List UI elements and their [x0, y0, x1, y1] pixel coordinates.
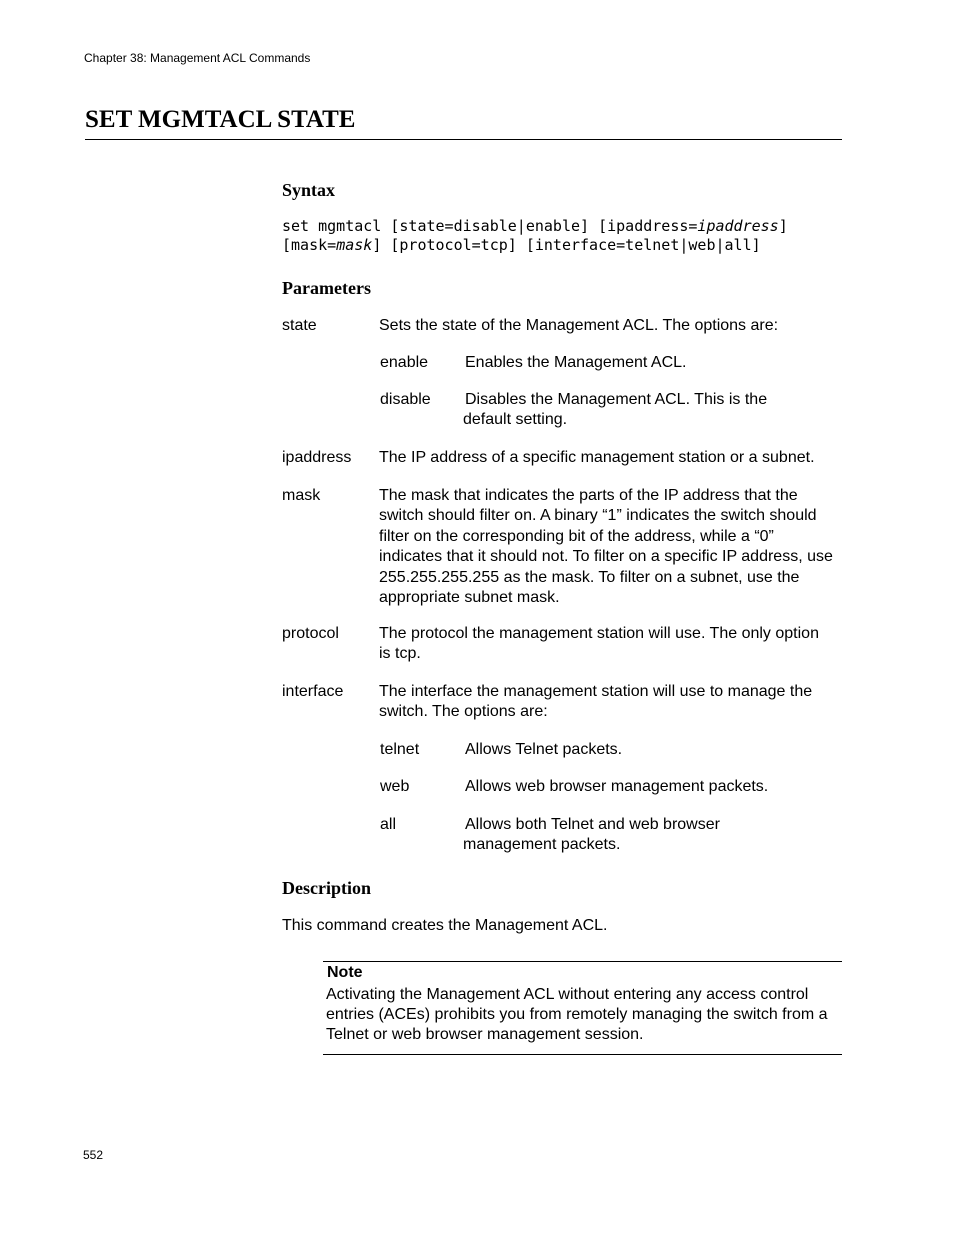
param-desc-ipaddress: The IP address of a specific management station or a subnet. [379, 449, 815, 466]
option-name-web: web [380, 778, 410, 795]
syntax-line-1 [282, 217, 788, 235]
param-desc-mask: The mask that indicates the parts of the IP address that the switch should filter on. A binary “1” indicates the switch should filter on the corresponding bit of the address, while a “0” indicates that it should not. To filter on a specific IP address, use 255.255.255.255 as the mask. To filter on a subnet, use the appropriate subnet mask. [379, 487, 833, 607]
param-desc-protocol: The protocol the management station will use. The only option is tcp. [379, 625, 819, 663]
option-name-disable: disable [380, 391, 431, 408]
option-desc-disable: Disables the Management ACL. This is the default setting. [463, 391, 768, 429]
param-name-protocol: protocol [282, 625, 339, 642]
param-name-mask: mask [282, 487, 321, 504]
option-name-enable: enable [380, 354, 429, 371]
note-text: Activating the Management ACL without entering any access control entries (ACEs) prohibits you from remotely managing the switch from a Telnet or web browser management session. [326, 986, 828, 1043]
page-title: SET MGMTACL STATE [85, 106, 356, 133]
note-bottom-rule [323, 1054, 842, 1055]
parameters-heading: Parameters [282, 278, 371, 298]
title-rule [85, 139, 842, 140]
option-desc-all: Allows both Telnet and web browser management packets. [463, 816, 720, 854]
syntax-text: [mask= [282, 236, 337, 254]
option-name-telnet: telnet [380, 741, 420, 758]
syntax-heading: Syntax [282, 180, 336, 200]
option-desc-telnet: Allows Telnet packets. [465, 741, 623, 758]
syntax-line-2 [282, 236, 761, 254]
syntax-variable: mask [336, 236, 373, 254]
page-number: 552 [83, 1148, 104, 1162]
syntax-text: ] [protocol=tcp] [interface=telnet|web|all] [372, 236, 761, 254]
param-name-state: state [282, 317, 317, 334]
syntax-text: ] [778, 217, 788, 235]
syntax-variable: ipaddress [697, 217, 779, 235]
note-heading: Note [327, 964, 363, 981]
param-name-ipaddress: ipaddress [282, 449, 352, 466]
syntax-text: set mgmtacl [state=disable|enable] [ipaddress= [282, 217, 698, 235]
option-desc-web: Allows web browser management packets. [465, 778, 769, 795]
running-header: Chapter 38: Management ACL Commands [84, 51, 311, 65]
param-desc-interface: The interface the management station will use to manage the switch. The options are: [379, 683, 813, 721]
description-heading: Description [282, 878, 371, 898]
option-desc-enable: Enables the Management ACL. [465, 354, 687, 371]
option-name-all: all [380, 816, 397, 833]
param-desc-state: Sets the state of the Management ACL. The options are: [379, 317, 779, 334]
description-text: This command creates the Management ACL. [282, 917, 608, 934]
note-top-rule [323, 961, 842, 962]
param-name-interface: interface [282, 683, 344, 700]
